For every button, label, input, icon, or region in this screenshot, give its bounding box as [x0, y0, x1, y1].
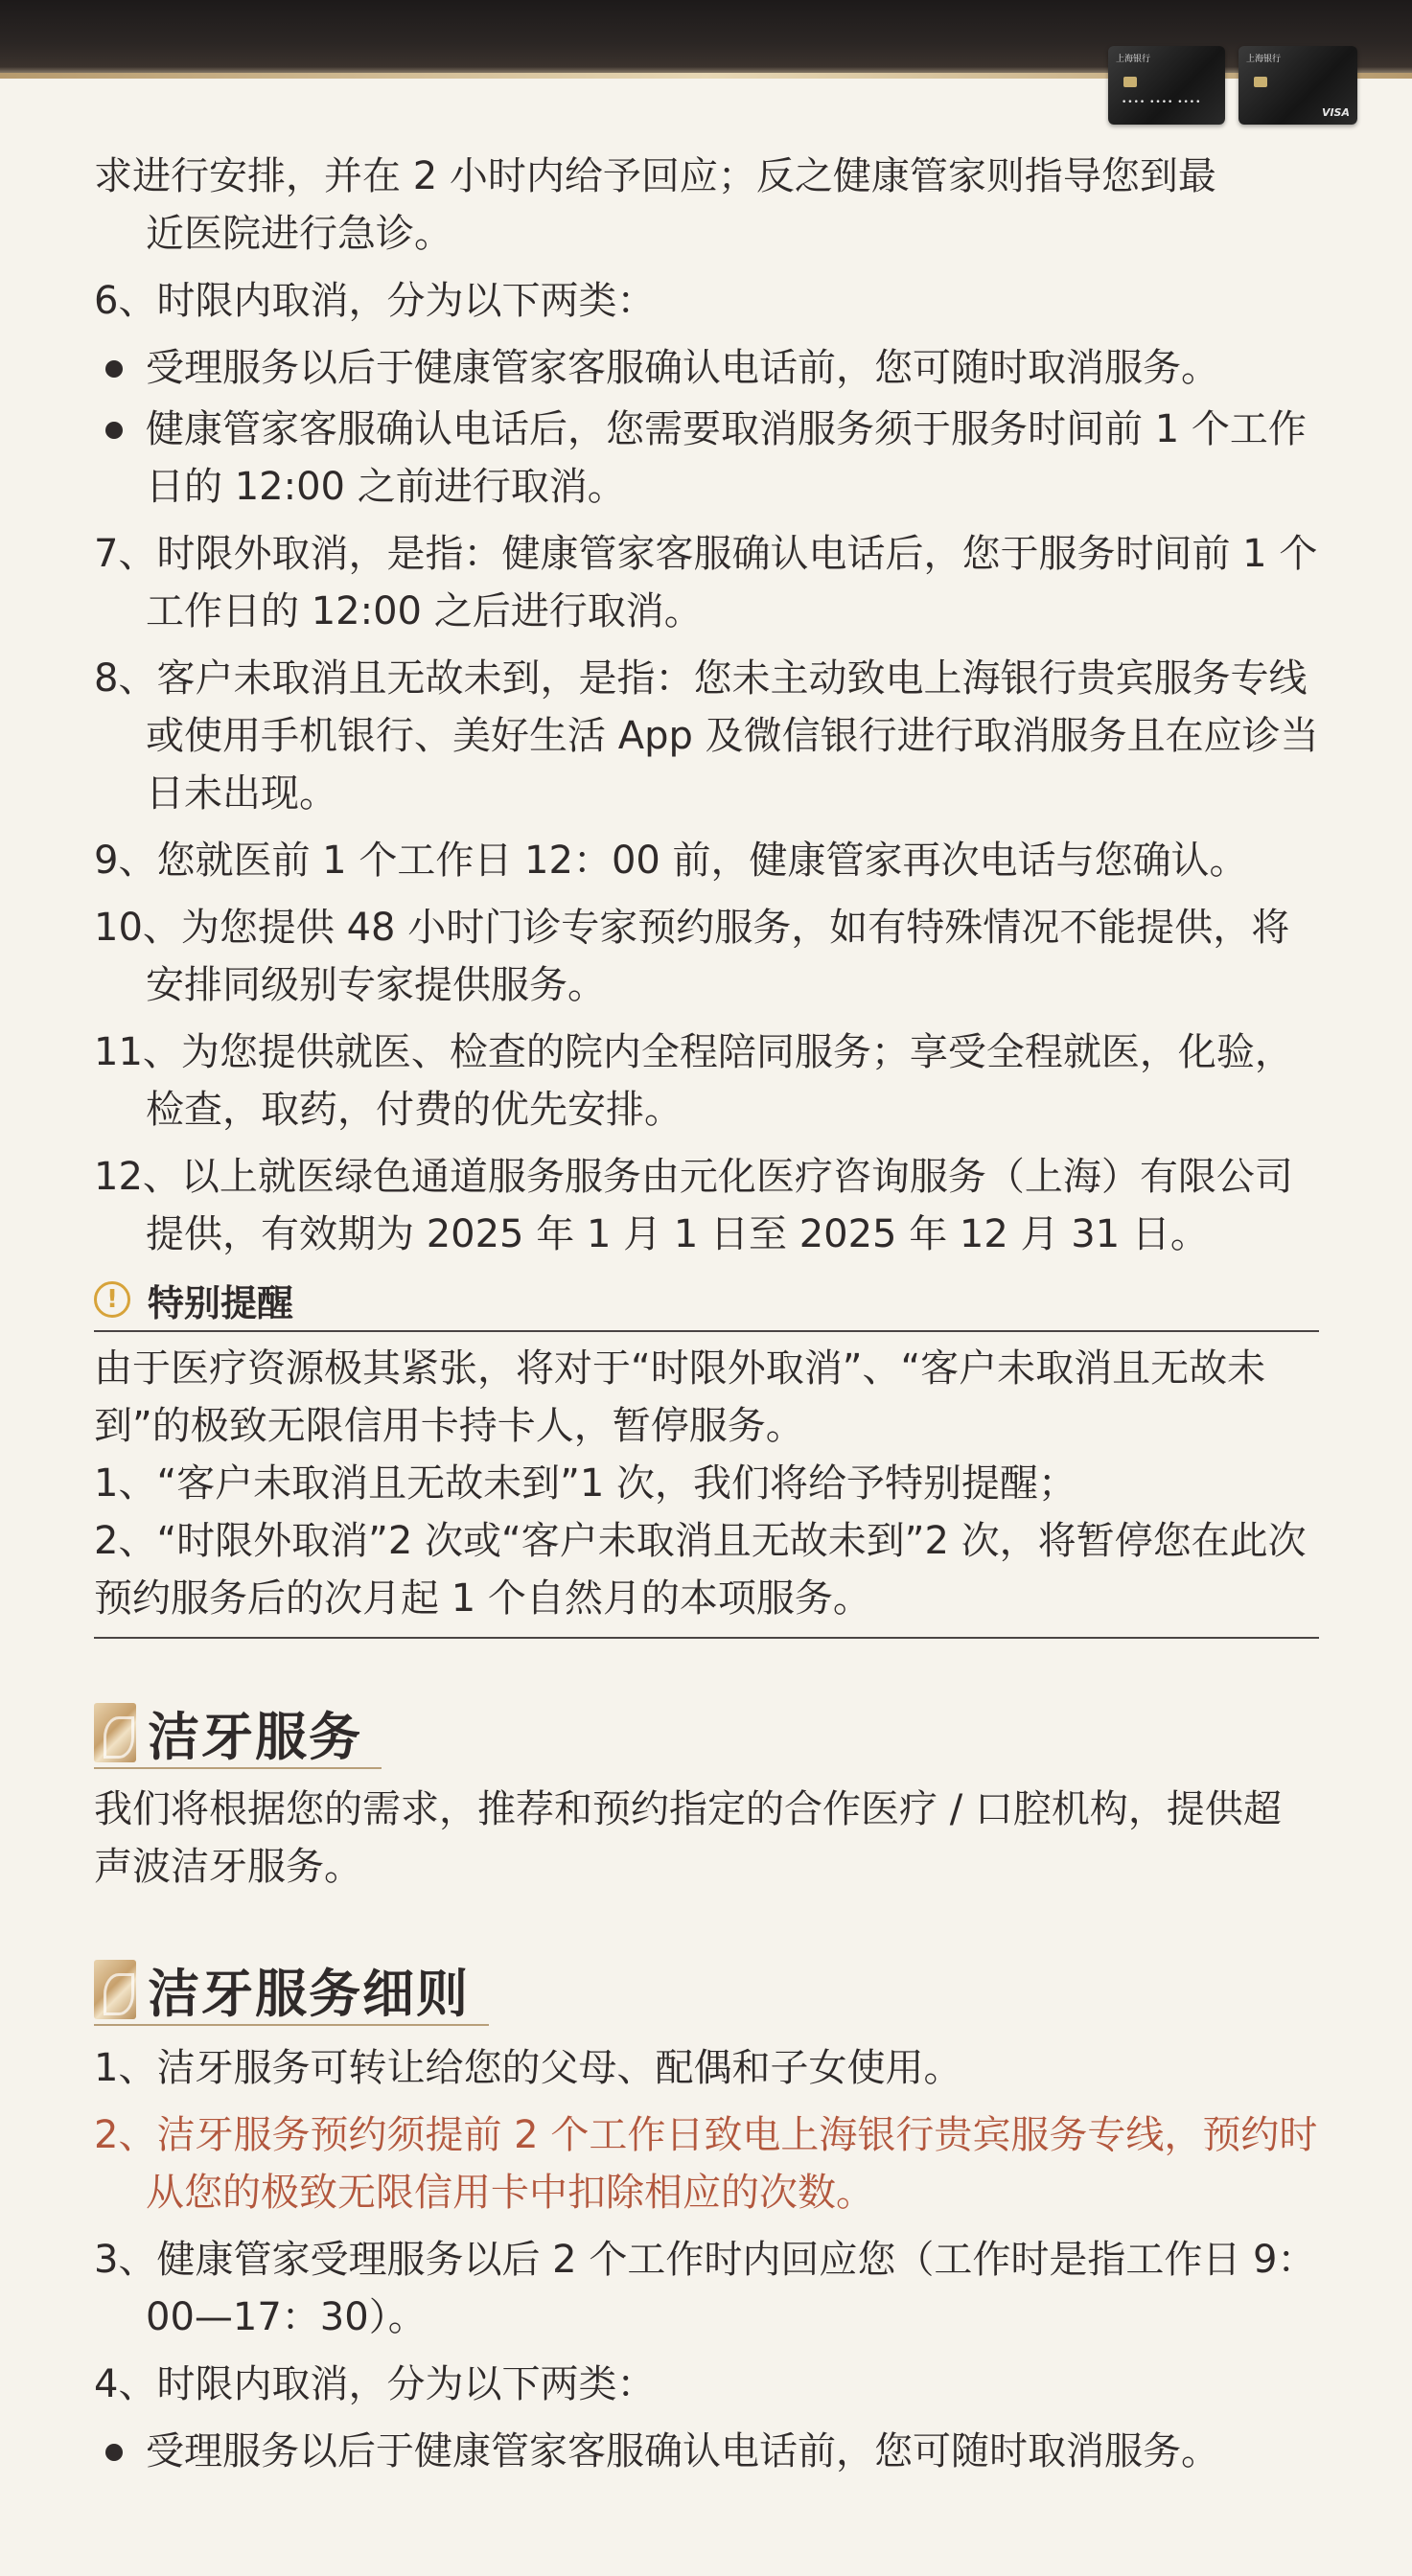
- special-reminder-header: [94, 1273, 1319, 1326]
- bullet-icon: [105, 360, 123, 378]
- rule-item-6: 6、时限内取消，分为以下两类：: [94, 279, 656, 323]
- dental-cleaning-description: 我们将根据您的需求，推荐和预约指定的合作医疗 / 口腔机构，提供超声波洁牙服务。: [94, 1787, 1282, 1889]
- rule-item-8: 8、客户未取消且无故未到，是指：您未主动致电上海银行贵宾服务专线或使用手机银行、美好生活 App 及微信银行进行取消服务且在应诊当日未出现。: [94, 656, 1319, 816]
- dental-rule-2: 2、洁牙服务预约须提前 2 个工作日致电上海银行贵宾服务专线，预约时从您的极致无限信用卡中扣除相应的次数。: [94, 2113, 1318, 2215]
- section-decor-icon: [94, 1703, 136, 1762]
- reminder-paragraph-3: 2、“时限外取消”2 次或“客户未取消且无故未到”2 次，将暂停您在此次预约服务后的次月起 1 个自然月的本项服务。: [94, 1519, 1307, 1621]
- reminder-paragraph-1: 由于医疗资源极其紧张，将对于“时限外取消”、“客户未取消且无故未到”的极致无限信用卡持卡人，暂停服务。: [94, 1346, 1266, 1448]
- bullet-text: 受理服务以后于健康管家客服确认电话前，您可随时取消服务。: [146, 346, 1219, 390]
- reminder-paragraph-2: 1、“客户未取消且无故未到”1 次，我们将给予特别提醒；: [94, 1461, 1077, 1506]
- section-decor-icon: [94, 1960, 136, 2019]
- card-bank-name: 上海银行: [1246, 55, 1282, 64]
- bullet-text: 健康管家客服确认电话后，您需要取消服务须于服务时间前 1 个工作日的 12:00 之前进行取消。: [146, 407, 1307, 509]
- intro-line-1: 求进行安排，并在 2 小时内给予回应；反之健康管家则指导您到最: [94, 154, 1216, 198]
- special-reminder-box: [94, 1330, 1319, 1639]
- bullet-icon: [105, 422, 123, 439]
- rule-bullet-2: [94, 401, 1319, 516]
- dental-rule-bullet-1: [94, 2423, 1319, 2480]
- card-number: •••• •••• ••••: [1122, 98, 1202, 107]
- card-bank-name: 上海银行: [1116, 55, 1151, 64]
- card-chip-icon: [1254, 77, 1267, 87]
- card-chip-icon: [1123, 77, 1137, 87]
- bullet-text: 受理服务以后于健康管家客服确认电话前，您可随时取消服务。: [146, 2429, 1219, 2473]
- rule-item-7: 7、时限外取消，是指：健康管家客服确认电话后，您于服务时间前 1 个工作日的 12:00 之后进行取消。: [94, 532, 1318, 633]
- dental-rule-3: 3、健康管家受理服务以后 2 个工作时内回应您（工作时是指工作日 9：00—17：30）。: [94, 2238, 1316, 2339]
- rule-item-11: 11、为您提供就医、检查的院内全程陪同服务；享受全程就医，化验，检查，取药，付费的优先安排。: [94, 1030, 1293, 1132]
- section-title-dental-rules: [94, 1955, 489, 2026]
- section-title-dental-cleaning: [94, 1698, 382, 1769]
- rule-item-12: 12、以上就医绿色通道服务服务由元化医疗咨询服务（上海）有限公司提供，有效期为 2025 年 1 月 1 日至 2025 年 12 月 31 日。: [94, 1155, 1293, 1256]
- document-content: [94, 148, 1319, 2484]
- dental-rule-1: 1、洁牙服务可转让给您的父母、配偶和子女使用。: [94, 2046, 962, 2090]
- intro-line-2: 近医院进行急诊。: [146, 212, 452, 256]
- dental-rule-4: 4、时限内取消，分为以下两类：: [94, 2362, 656, 2406]
- credit-card-image-1: [1108, 46, 1225, 125]
- rule-item-10: 10、为您提供 48 小时门诊专家预约服务，如有特殊情况不能提供，将安排同级别专家提供服务。: [94, 906, 1290, 1007]
- special-reminder-title: 特别提醒: [148, 1281, 294, 1324]
- credit-card-image-2: [1238, 46, 1357, 125]
- exclamation-icon: !: [94, 1281, 130, 1318]
- bullet-icon: [105, 2444, 123, 2461]
- visa-logo: VISA: [1321, 106, 1350, 119]
- section-title-text: 洁牙服务细则: [148, 1963, 470, 2024]
- rule-bullet-1: [94, 339, 1319, 397]
- intro-paragraph: [94, 148, 1319, 263]
- section-title-text: 洁牙服务: [148, 1706, 362, 1767]
- rule-item-9: 9、您就医前 1 个工作日 12：00 前，健康管家再次电话与您确认。: [94, 839, 1248, 883]
